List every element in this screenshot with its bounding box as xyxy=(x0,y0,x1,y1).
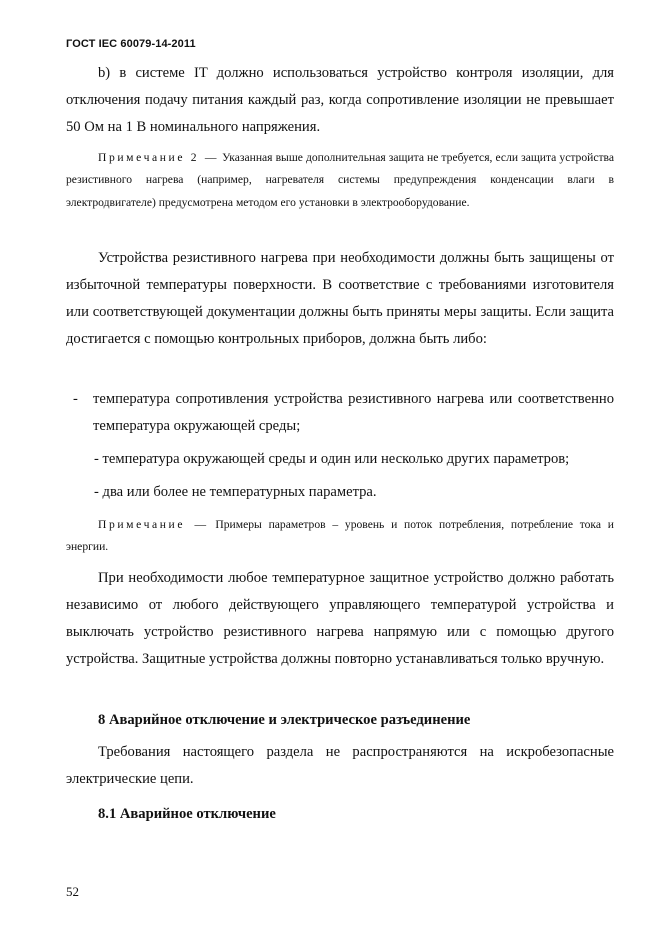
list-item-2 xyxy=(94,446,614,473)
note-3-text: Примеры параметров – уровень и поток потребления, потребление тока и энергии. xyxy=(66,518,614,554)
list-item-3-text: два или более не температурных параметра. xyxy=(102,484,377,500)
list-item-2-dash: - xyxy=(94,451,99,467)
section-8-paragraph: Требования настоящего раздела не распространяются на искробезопасные электрические цепи. xyxy=(66,744,614,787)
list-item-1-text: температура сопротивления устройства резистивного нагрева или соответственно температура окружающей среды; xyxy=(93,391,614,434)
standard-header: ГОСТ IEC 60079-14-2011 xyxy=(66,38,196,50)
note-2-text: Указанная выше дополнительная защита не требуется, если защита устройства резистивного нагрева (например, нагревателя системы предупреждения конденсации влаги в электродвигателе) предусмотрена методом его установки в электрооборудование. xyxy=(66,151,615,209)
protective-device-paragraph: При необходимости любое температурное защитное устройство должно работать независимо от любого действующего управляющего температурой устройства и выключать устройство резистивного нагрева напрямую или с помощью другого устройства. Защитные устройства должны повторно устанавливаться только вручную. xyxy=(66,570,614,667)
note-2 xyxy=(66,147,614,214)
page-number: 52 xyxy=(66,884,79,899)
resistive-heating-paragraph: Устройства резистивного нагрева при необходимости должны быть защищены от избыточной температуры поверхности. В соответствие с требованиями изготовителя или соответствующей документации должны быть приняты меры защиты. Если защита достигается с помощью контрольных приборов, должна быть либо: xyxy=(66,250,614,347)
list-item-1-dash: - xyxy=(73,391,78,407)
list-item-3-dash: - xyxy=(94,484,99,500)
section-8-heading: 8 Аварийное отключение и электрическое разъединение xyxy=(98,712,471,728)
list-item-2-text: температура окружающей среды и один или несколько других параметров; xyxy=(102,451,570,467)
list-item-1 xyxy=(73,386,614,440)
note-3 xyxy=(66,514,614,559)
item-b-paragraph: b) в системе IT должно использоваться устройство контроля изоляции, для отключения подачу питания каждый раз, когда сопротивление изоляции не превышает 50 Ом на 1 В номинального напряжения. xyxy=(66,65,614,135)
list-item-3 xyxy=(94,479,614,506)
note-3-label: Примечание — xyxy=(98,518,209,531)
section-8-1-heading: 8.1 Аварийное отключение xyxy=(98,806,276,822)
note-2-label: Примечание 2 — xyxy=(98,151,220,164)
